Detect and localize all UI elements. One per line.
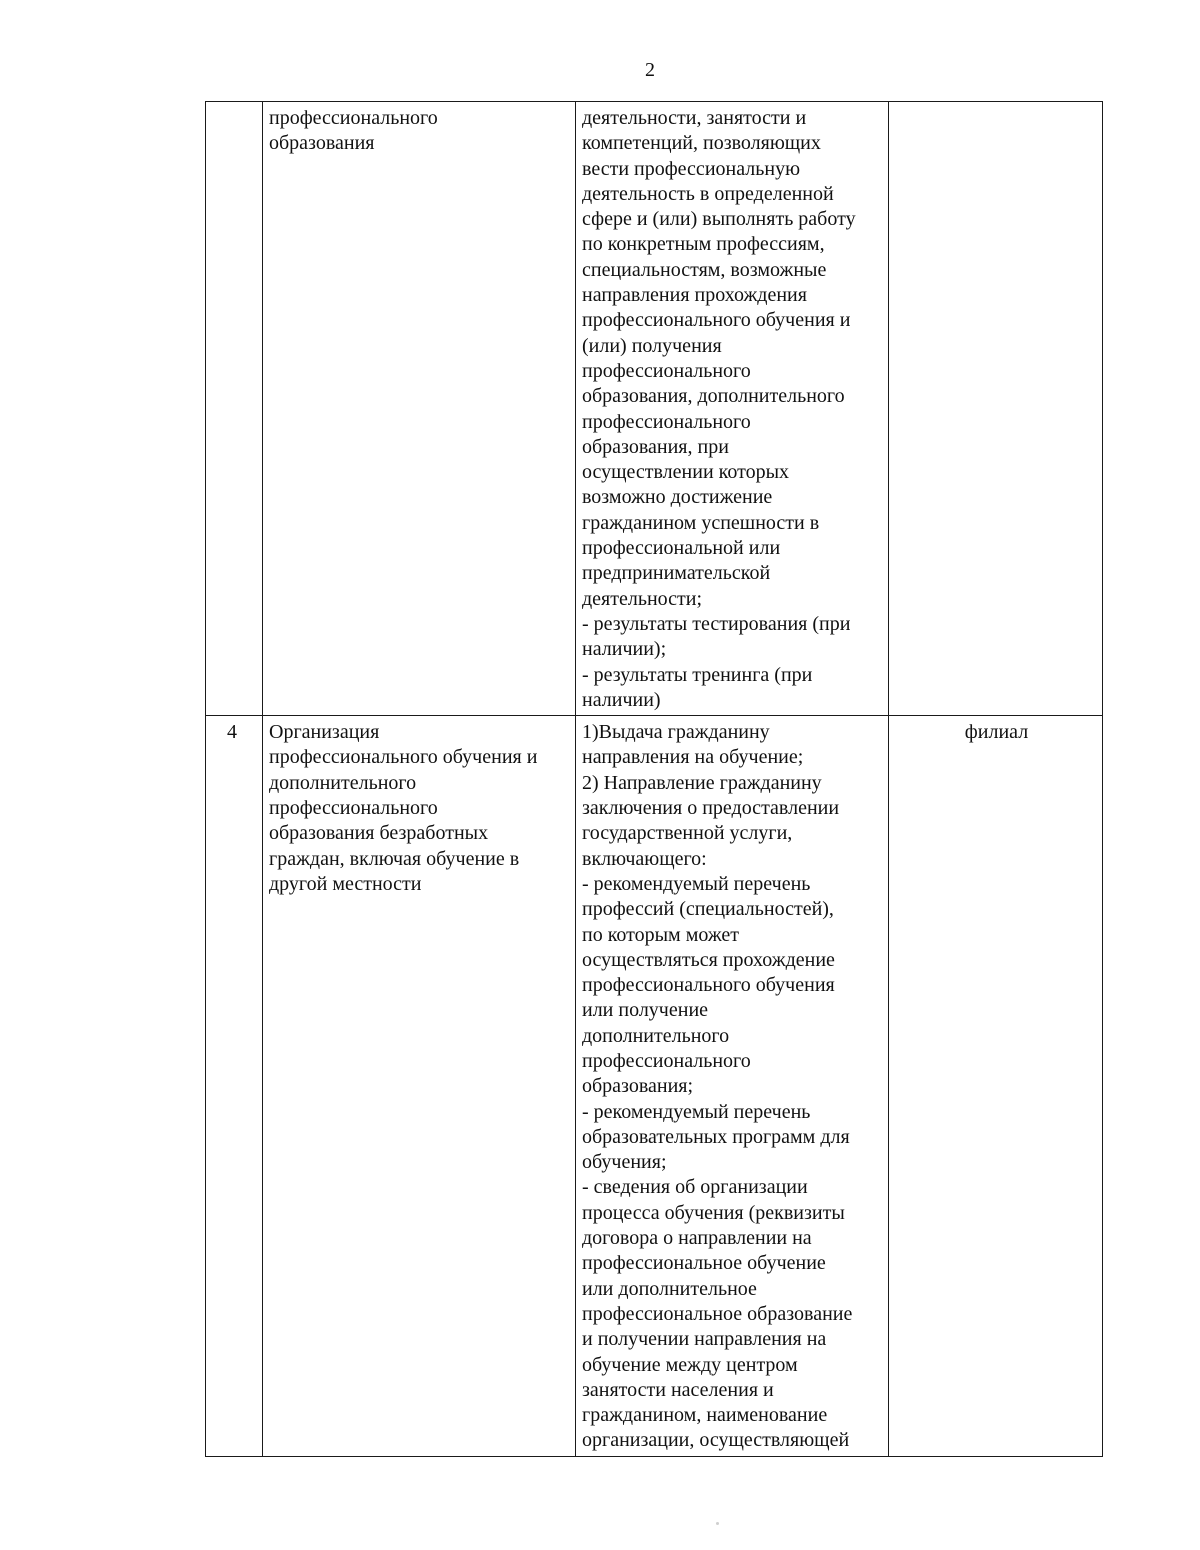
- table-row: [206, 102, 1103, 716]
- row-number-cell: 4: [206, 716, 263, 1457]
- row-number-cell: [206, 102, 263, 716]
- table-row: [206, 716, 1103, 1457]
- service-result-cell: деятельности, занятости и компетенций, позволяющих вести профессиональную деятельность в определенной сфере и (или) выполнять работу по конкретным профессиям, специальностям, возможные направления прохождения профессионального обучения и (или) получения профессионального образования, дополнительного профессионального образования, при осуществлении которых возможно достижение гражданином успешности в профессиональной или предпринимательской деятельности; - результаты тестирования (при наличии); - результаты тренинга (при наличии): [576, 102, 889, 716]
- service-name-cell: Организация профессионального обучения и дополнительного профессионального образования безработных граждан, включая обучение в другой местности: [263, 716, 576, 1457]
- services-table: [205, 101, 1103, 1457]
- executor-cell: филиал: [889, 716, 1103, 1457]
- page-number: 2: [645, 59, 655, 81]
- service-result-cell: 1)Выдача гражданину направления на обучение; 2) Направление гражданину заключения о предоставлении государственной услуги, включающего: - рекомендуемый перечень профессий (специальностей), по которым может осуществляться прохождение профессионального обучения или получение дополнительного профессионального образования; - рекомендуемый перечень образовательных программ для обучения; - сведения об организации процесса обучения (реквизиты договора о направлении на профессиональное обучение или дополнительное профессиональное образование и получении направления на обучение между центром занятости населения и гражданином, наименование организации, осуществляющей: [576, 716, 889, 1457]
- service-name-cell: профессионального образования: [263, 102, 576, 716]
- executor-cell: [889, 102, 1103, 716]
- scan-speck: [716, 1522, 719, 1525]
